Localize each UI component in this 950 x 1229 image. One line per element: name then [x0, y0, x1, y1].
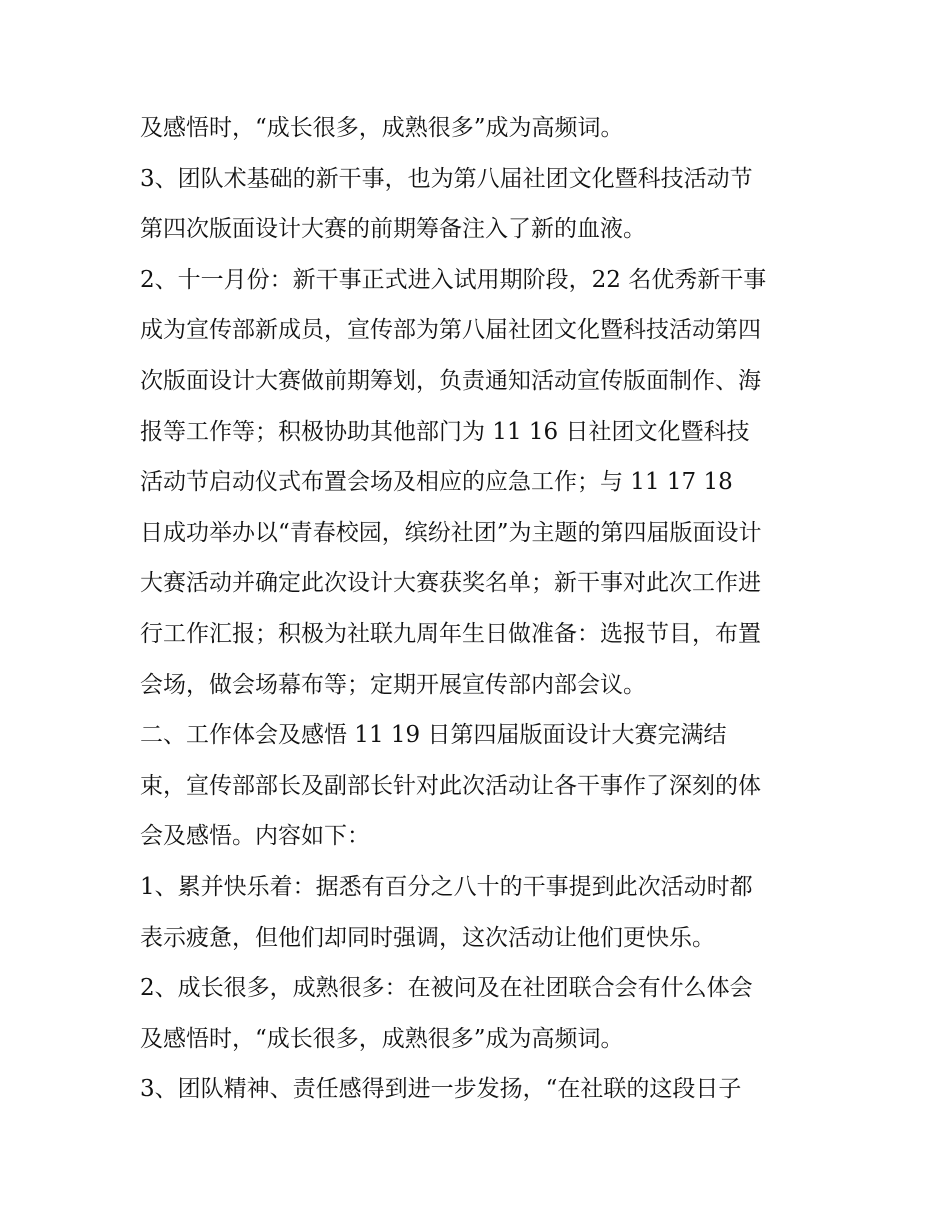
text-line: 1、累并快乐着：据悉有百分之八十的干事提到此次活动时都	[140, 873, 753, 900]
text-line: 成为宣传部新成员，宣传部为第八届社团文化暨科技活动第四	[140, 317, 761, 344]
text-line: 行工作汇报；积极为社联九周年生日做准备：选报节目，布置	[140, 620, 761, 647]
text-line: 大赛活动并确定此次设计大赛获奖名单；新干事对此次工作进	[140, 570, 761, 597]
document-body	[140, 103, 820, 1115]
text-line: 日成功举办以“青春校园，缤纷社团”为主题的第四届版面设计	[140, 519, 762, 546]
text-line: 3、团队精神、责任感得到进一步发扬，“在社联的这段日子	[140, 1076, 742, 1103]
text-line: 活动节启动仪式布置会场及相应的应急工作；与 11 17 18	[140, 469, 733, 496]
text-line: 会场，做会场幕布等；定期开展宣传部内部会议。	[140, 671, 646, 698]
text-line: 报等工作等；积极协助其他部门为 11 16 日社团文化暨科技	[140, 418, 750, 445]
text-line: 第四次版面设计大赛的前期筹备注入了新的血液。	[140, 216, 646, 243]
text-line: 2、成长很多，成熟很多：在被问及在社团联合会有什么体会	[140, 975, 753, 1002]
text-line: 3、团队术基础的新干事，也为第八届社团文化暨科技活动节	[140, 165, 753, 192]
text-line: 及感悟时，“成长很多，成熟很多”成为高频词。	[140, 115, 624, 141]
text-line: 及感悟时，“成长很多，成熟很多”成为高频词。	[140, 1025, 624, 1052]
text-line: 2、十一月份：新干事正式进入试用期阶段，22 名优秀新干事	[140, 266, 767, 293]
text-line: 表示疲惫，但他们却同时强调，这次活动让他们更快乐。	[140, 924, 715, 951]
text-line: 二、工作体会及感悟 11 19 日第四届版面设计大赛完满结	[140, 722, 727, 749]
text-line: 束，宣传部部长及副部长针对此次活动让各干事作了深刻的体	[140, 772, 761, 799]
text-line: 次版面设计大赛做前期筹划，负责通知活动宣传版面制作、海	[140, 367, 761, 394]
text-line: 会及感悟。内容如下：	[140, 823, 370, 850]
